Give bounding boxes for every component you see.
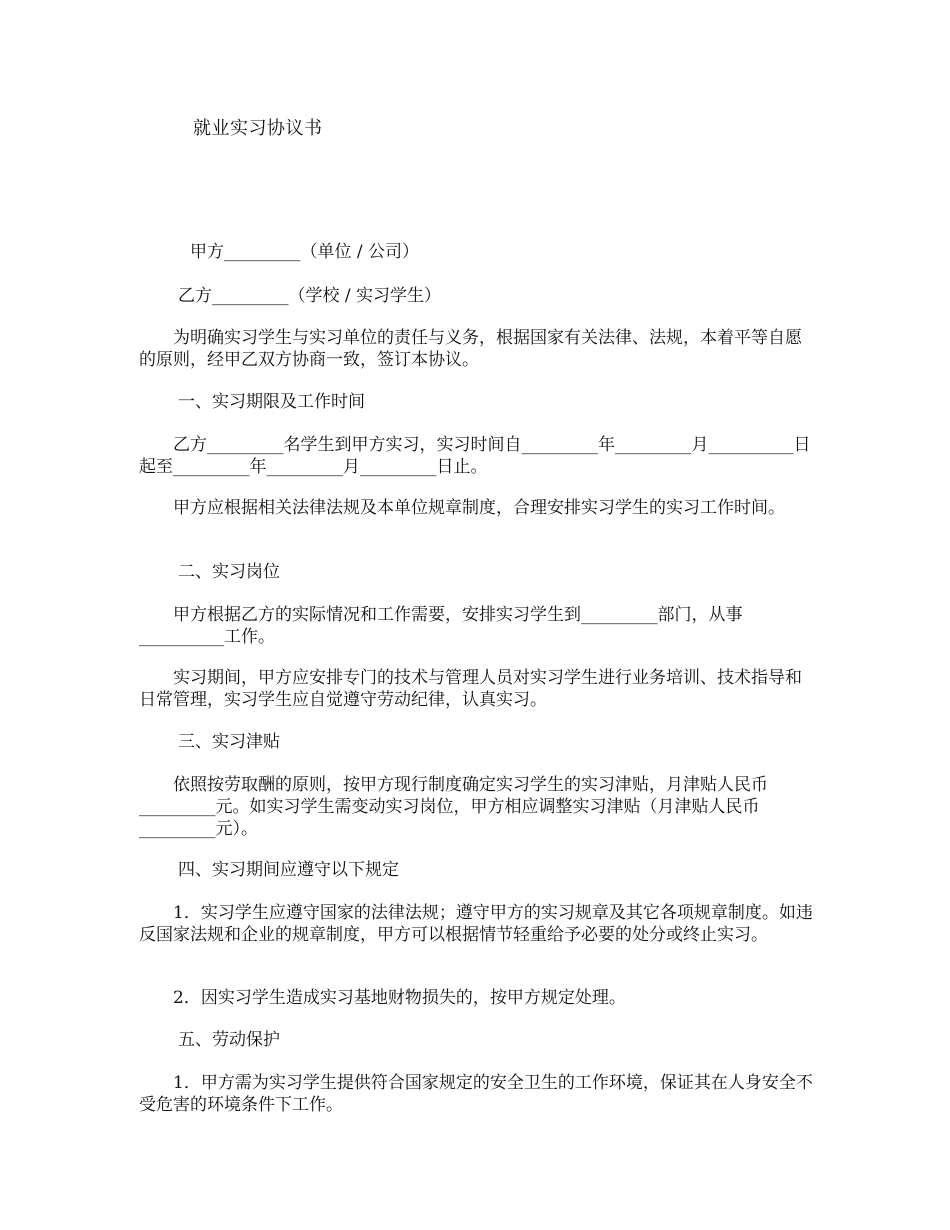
- section3-heading: 三、实习津贴: [178, 732, 280, 752]
- section4-item-1: 1．实习学生应遵守国家的法律法规；遵守甲方的实习规章及其它各项规章制度。如违反国家法规和企业的规章制度，甲方可以根据情节轻重给予必要的处分或终止实习。: [139, 903, 813, 945]
- section3-paragraph-1: 依照按劳取酬的原则，按甲方现行制度确定实习学生的实习津贴，月津贴人民币_________元。如实习学生需变动实习岗位，甲方相应调整实习津贴（月津贴人民币_________元）。: [139, 775, 768, 839]
- party-a-line: 甲方_________（单位 / 公司）: [190, 242, 420, 262]
- section2-paragraph-1: 甲方根据乙方的实际情况和工作需要，安排实习学生到_________部门，从事__________工作。: [139, 605, 743, 647]
- document-title: 就业实习协议书: [193, 118, 323, 139]
- section1-heading: 一、实习期限及工作时间: [178, 392, 365, 412]
- intro-paragraph: 为明确实习学生与实习单位的责任与义务，根据国家有关法律、法规，本着平等自愿的原则，经甲乙双方协商一致，签订本协议。: [139, 328, 802, 370]
- section5-heading: 五、劳动保护: [178, 1030, 280, 1050]
- section4-item-2: 2．因实习学生造成实习基地财物损失的，按甲方规定处理。: [173, 988, 626, 1008]
- section2-heading: 二、实习岗位: [178, 562, 280, 582]
- section5-item-1: 1．甲方需为实习学生提供符合国家规定的安全卫生的工作环境，保证其在人身安全不受危害的环境条件下工作。: [139, 1073, 813, 1115]
- section1-paragraph-2: 甲方应根据相关法律法规及本单位规章制度，合理安排实习学生的实习工作时间。: [173, 498, 785, 518]
- party-b-line: 乙方_________（学校 / 实习学生）: [178, 286, 442, 306]
- section1-paragraph-1: 乙方_________名学生到甲方实习，实习时间自_________年_________月__________日起至_________年_________月_________日止。: [139, 435, 811, 477]
- section2-paragraph-2: 实习期间，甲方应安排专门的技术与管理人员对实习学生进行业务培训、技术指导和日常管理，实习学生应自觉遵守劳动纪律，认真实习。: [139, 668, 802, 710]
- section4-heading: 四、实习期间应遵守以下规定: [178, 860, 399, 880]
